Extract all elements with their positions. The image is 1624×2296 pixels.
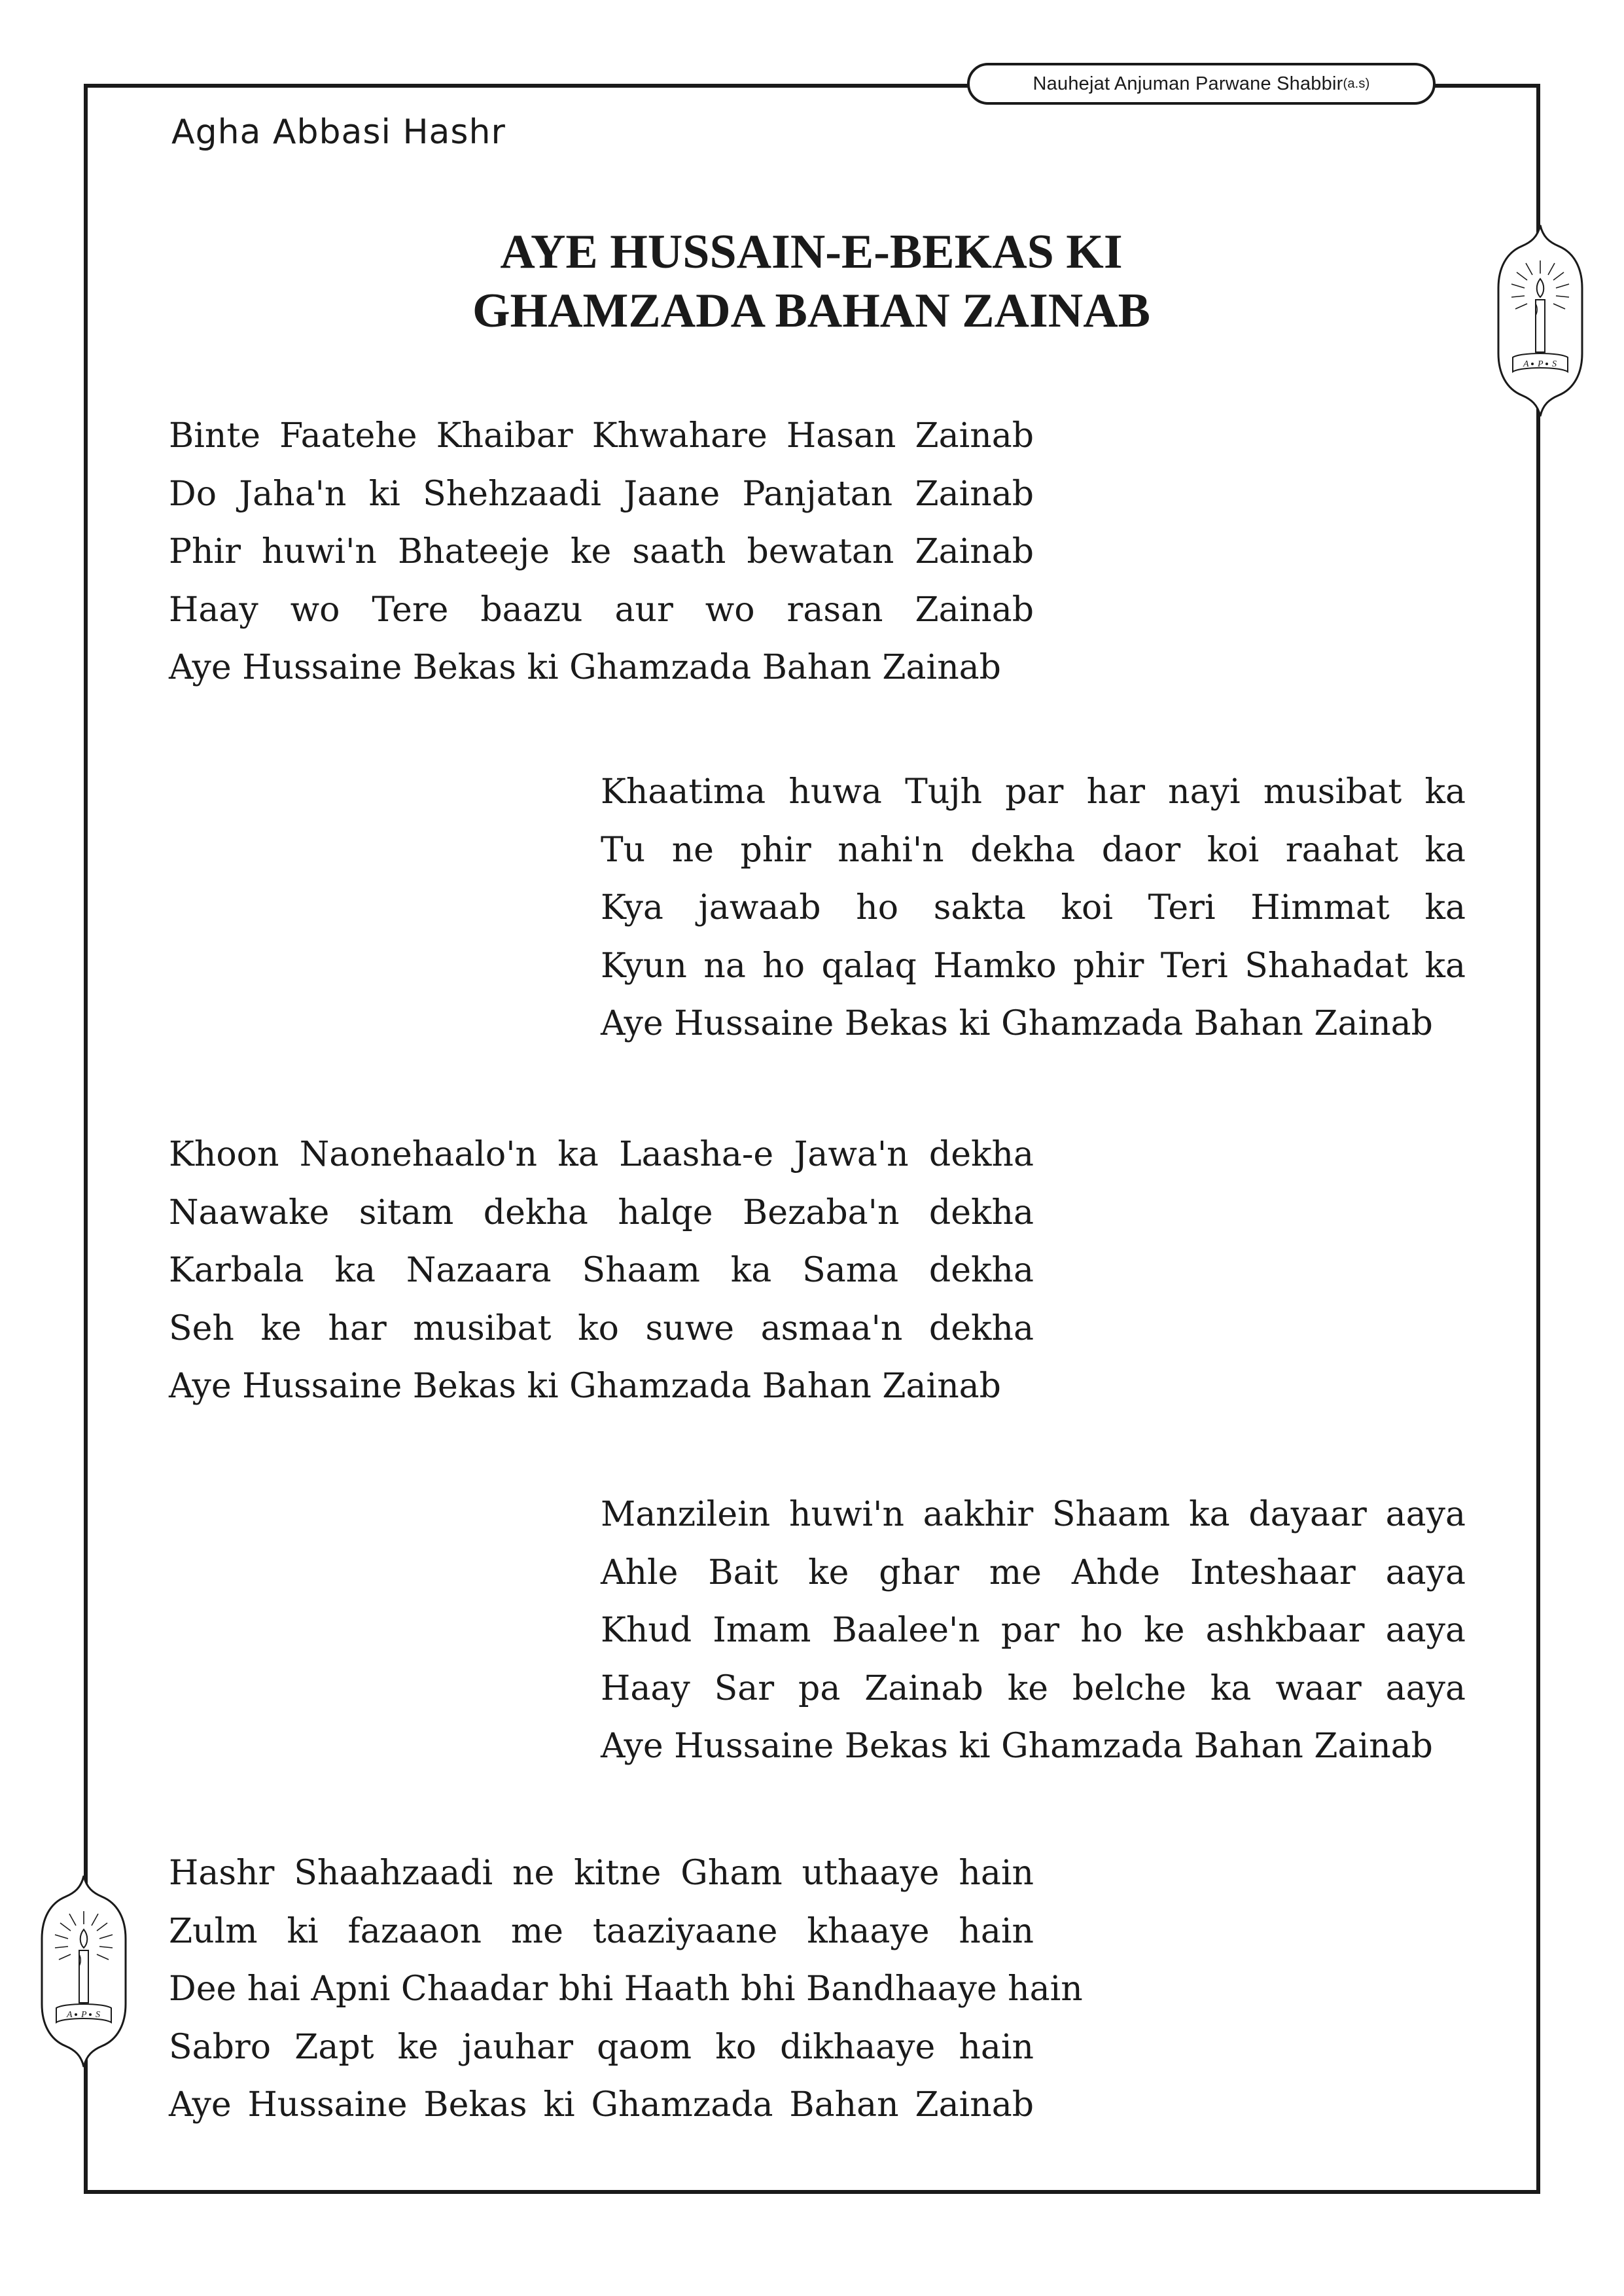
stanza-2	[601, 763, 1466, 1053]
verse-line: Dee hai Apni Chaadar bhi Haath bhi Bandhaaye hain	[169, 1969, 1083, 2009]
verse-line: Khoon Naonehaalo'n ka Laasha-e Jawa'n dekha	[169, 1135, 1034, 1174]
verse-line: Khud Imam Baalee'n par ho ke ashkbaar aaya	[601, 1611, 1466, 1650]
publisher-tab	[967, 63, 1436, 105]
emblem-letter: P	[1538, 359, 1544, 369]
verse-line: Khaatima huwa Tujh par har nayi musibat ka	[601, 772, 1466, 812]
refrain-line: Aye Hussaine Bekas ki Ghamzada Bahan Zainab	[169, 2085, 1034, 2125]
publisher-name: Nauhejat Anjuman Parwane Shabbir	[1033, 73, 1343, 94]
verse-line: Haay Sar pa Zainab ke belche ka waar aaya	[601, 1668, 1466, 1708]
verse-line: Seh ke har musibat ko suwe asmaa'n dekha	[169, 1308, 1034, 1348]
emblem-letter: S	[96, 2010, 100, 2020]
verse-line: Kya jawaab ho sakta koi Teri Himmat ka	[601, 888, 1466, 927]
verse-line: Zulm ki fazaaon me taaziyaane khaaye hain	[169, 1911, 1034, 1951]
verse-line: Manzilein huwi'n aakhir Shaam ka dayaar aaya	[601, 1495, 1466, 1534]
verse-line: Phir huwi'n Bhateeje ke saath bewatan Zainab	[169, 532, 1034, 571]
refrain-line: Aye Hussaine Bekas ki Ghamzada Bahan Zainab	[601, 1004, 1433, 1043]
emblem-letter: S	[1552, 359, 1557, 369]
title-line-2: GHAMZADA BAHAN ZAINAB	[472, 284, 1151, 338]
verse-line: Ahle Bait ke ghar me Ahde Inteshaar aaya	[601, 1552, 1466, 1592]
refrain-line: Aye Hussaine Bekas ki Ghamzada Bahan Zainab	[169, 1367, 1001, 1406]
emblem-letter: P	[81, 2010, 87, 2020]
verse-line: Haay wo Tere baazu aur wo rasan Zainab	[169, 590, 1034, 630]
page-title	[288, 223, 1335, 340]
verse-line: Sabro Zapt ke jauhar qaom ko dikhaaye hain	[169, 2027, 1034, 2067]
verse-line: Binte Faatehe Khaibar Khwahare Hasan Zainab	[169, 416, 1034, 456]
candle-emblem-icon	[38, 1873, 130, 2070]
verse-line: Hashr Shaahzaadi ne kitne Gham uthaaye hain	[169, 1854, 1034, 1893]
stanza-5	[169, 1844, 1083, 2134]
verse-line: Tu ne phir nahi'n dekha daor koi raahat ka	[601, 830, 1466, 870]
refrain-line: Aye Hussaine Bekas ki Ghamzada Bahan Zainab	[169, 648, 1001, 687]
verse-line: Naawake sitam dekha halqe Bezaba'n dekha	[169, 1193, 1034, 1232]
title-line-1: AYE HUSSAIN-E-BEKAS KI	[500, 225, 1123, 279]
emblem-letter: A	[67, 2010, 73, 2020]
publisher-suffix: (a.s)	[1343, 76, 1370, 91]
stanza-3	[169, 1126, 1034, 1416]
stanza-4	[601, 1486, 1466, 1776]
verse-line: Karbala ka Nazaara Shaam ka Sama dekha	[169, 1251, 1034, 1290]
verse-line: Kyun na ho qalaq Hamko phir Teri Shahadat ka	[601, 946, 1466, 986]
stanza-1	[169, 407, 1034, 697]
emblem-letter: A	[1523, 359, 1529, 369]
refrain-line: Aye Hussaine Bekas ki Ghamzada Bahan Zainab	[601, 1727, 1433, 1766]
author-name: Agha Abbasi Hashr	[171, 113, 506, 152]
candle-emblem-icon	[1494, 223, 1586, 419]
verse-line: Do Jaha'n ki Shehzaadi Jaane Panjatan Zainab	[169, 474, 1034, 514]
